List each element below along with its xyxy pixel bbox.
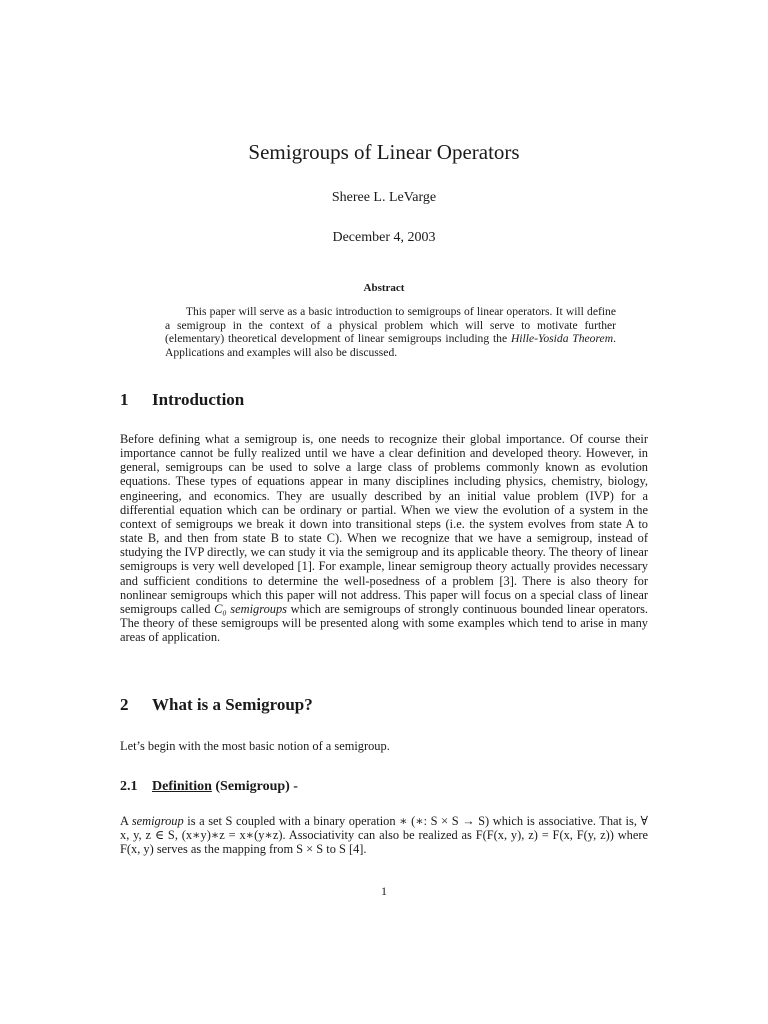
subsection-heading-definition: 2.1 Definition (Semigroup) - — [120, 779, 298, 794]
abstract-text: This paper will serve as a basic introduction to semigroups of linear operators. It will define a semigroup in the context of a physical problem which will serve to motivate further (elementary) theoretical development of linear semigroups including the Hille-Yosida Theorem. Applications and examples will also be discussed. — [165, 305, 616, 359]
definition-paragraph: A semigroup is a set S coupled with a binary operation ∗ (∗: S × S → S) which is associative. That is, ∀ x, y, z ∈ S, (x∗y)∗z = x∗(y∗z). Associativity can also be realized as F(F(x, y), z) = F(x, F(y, z)) where F(x, y) serves as the mapping from S × S to S [4]. — [120, 814, 648, 857]
author-name: Sheree L. LeVarge — [331, 190, 437, 205]
section2-paragraph: Let’s begin with the most basic notion of a semigroup. — [120, 739, 390, 753]
paper-title: Semigroups of Linear Operators — [248, 140, 520, 164]
abstract-emphasis: Hille-Yosida Theorem — [510, 332, 614, 346]
page-number: 1 — [381, 884, 387, 898]
introduction-paragraph: Before defining what a semigroup is, one needs to recognize their global importance. Of course their importance cannot be fully realized until we have a clear definition and developed theory. However, in general, semigroups can be used to solve a large class of problems commonly known as evolution equations. These types of equations appear in many disciplines including physics, chemistry, biology, engineering, and economics. They are usually described by an initial value problem (IVP) for a differential equation which can be ordinary or partial. When we view the evolution of a system in the context of semigroups we break it down into transitional steps (i.e. the system evolves from state A to state B, and then from state B to state C). When we recognize that we have a semigroup, instead of studying the IVP directly, we can study it via the semigroup and its applicable theory. The theory of linear semigroups is very well developed [1]. For example, linear semigroup theory actually provides necessary and sufficient conditions to determine the well-posedness of a problem [3]. There is also theory for nonlinear semigroups which this paper will not address. This paper will focus on a special class of linear semigroups called C₀ semigroups which are semigroups of strongly continuous bounded linear operators. The theory of these semigroups will be presented along with some examples which tend to arise in many areas of application. — [120, 432, 648, 645]
semigroup-emphasis: semigroup — [131, 814, 184, 828]
section-heading-introduction: 1 Introduction — [120, 390, 245, 409]
c0-semigroups-emphasis: C₀ semigroups — [214, 601, 287, 616]
section-heading-what-is-semigroup: 2 What is a Semigroup? — [120, 695, 313, 714]
paper-date: December 4, 2003 — [332, 230, 436, 245]
abstract-heading: Abstract — [363, 282, 405, 294]
